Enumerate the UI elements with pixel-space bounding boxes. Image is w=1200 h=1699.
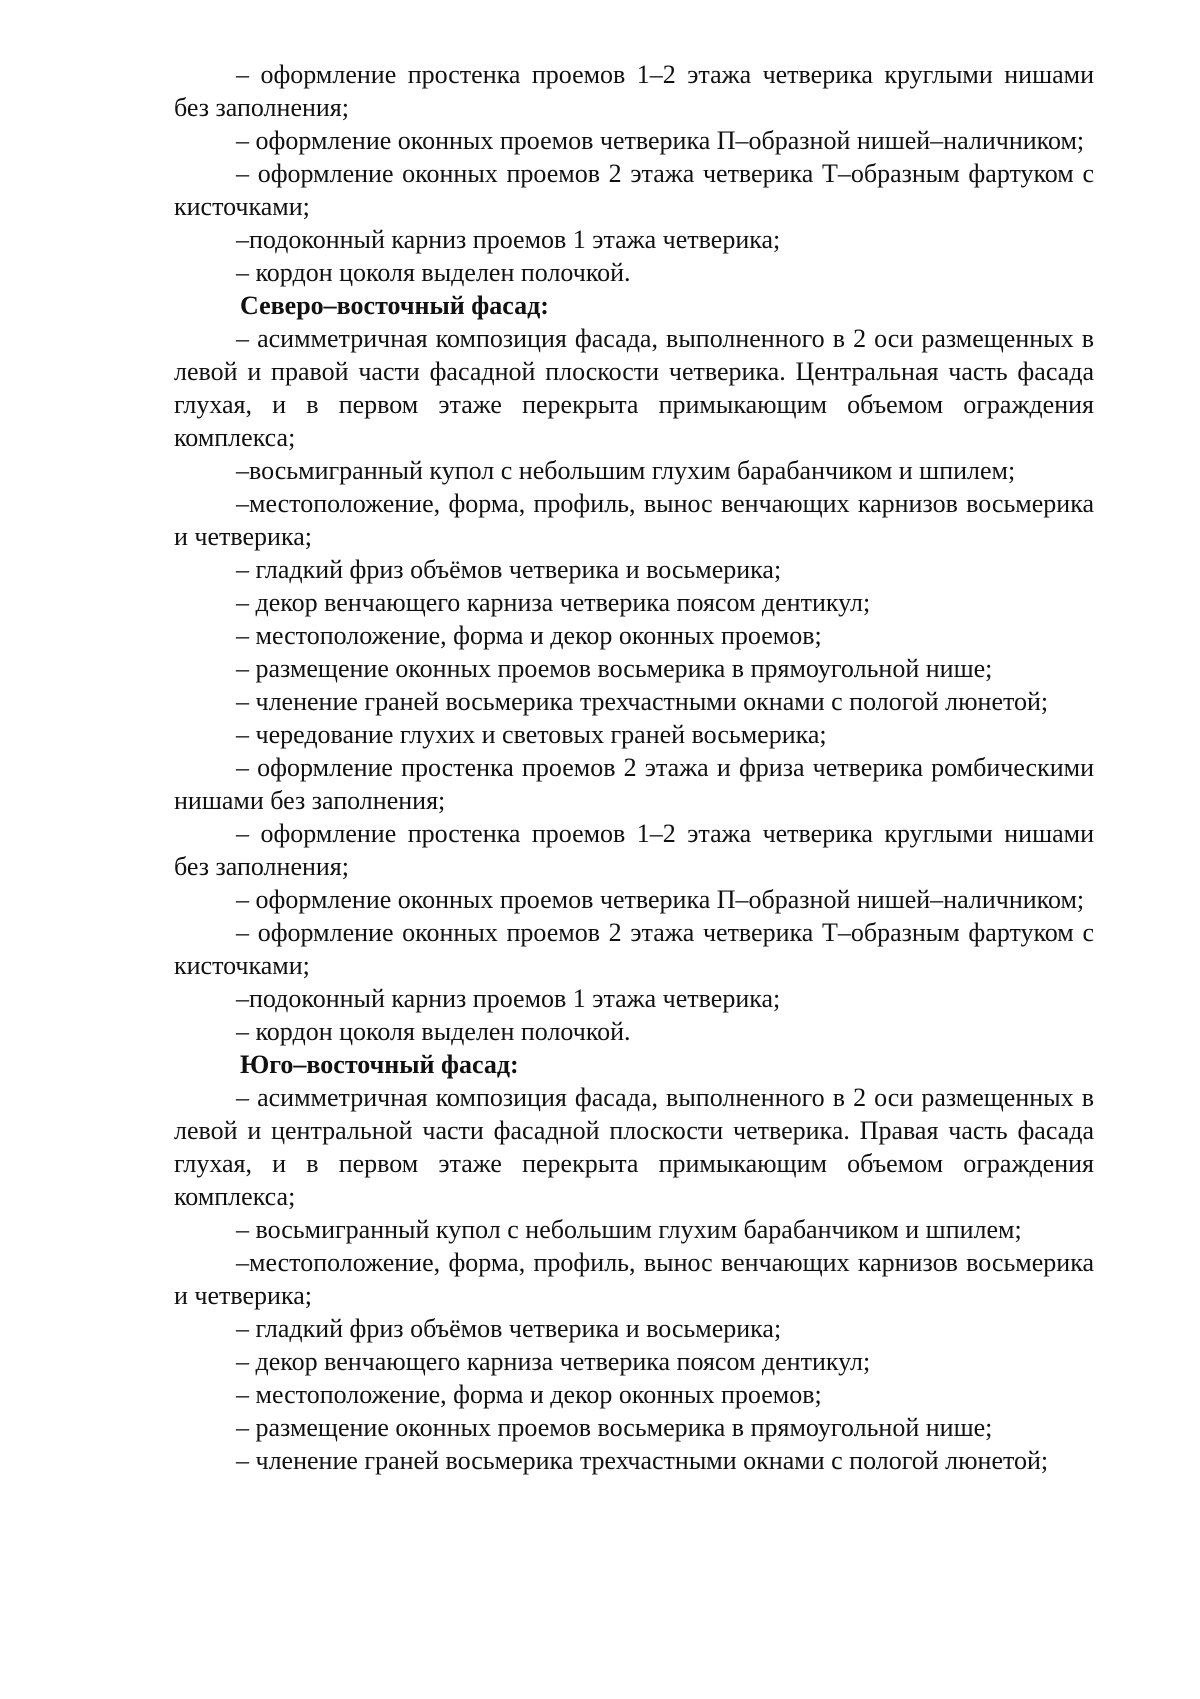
list-item: – восьмигранный купол с небольшим глухим барабанчиком и шпилем; bbox=[236, 1215, 1022, 1244]
list-item: – оформление простенка проемов 2 этажа и фриза четверика ромбическими нишами без заполнения; bbox=[174, 753, 1094, 815]
section-heading-southeast-facade: Юго–восточный фасад: bbox=[240, 1050, 519, 1079]
list-item: – местоположение, форма и декор оконных проемов; bbox=[236, 1380, 822, 1409]
list-item: –местоположение, форма, профиль, вынос венчающих карнизов восьмерика и четверика; bbox=[174, 1248, 1094, 1310]
list-item: – асимметричная композиция фасада, выполненного в 2 оси размещенных в левой и правой части фасадной плоскости четверика. Центральная часть фасада глухая, и в первом этаже перекрыта примыкающим объемом ограждения комплекса; bbox=[174, 324, 1094, 452]
list-item: – гладкий фриз объёмов четверика и восьмерика; bbox=[236, 555, 782, 584]
list-item: – кордон цоколя выделен полочкой. bbox=[236, 258, 631, 287]
document-body bbox=[174, 58, 1094, 1477]
list-item: –восьмигранный купол с небольшим глухим барабанчиком и шпилем; bbox=[236, 456, 1016, 485]
list-item: –местоположение, форма, профиль, вынос венчающих карнизов восьмерика и четверика; bbox=[174, 489, 1094, 551]
list-item: – декор венчающего карниза четверика поясом дентикул; bbox=[236, 588, 871, 617]
list-item: – размещение оконных проемов восьмерика в прямоугольной нише; bbox=[236, 654, 993, 683]
list-item: – местоположение, форма и декор оконных проемов; bbox=[236, 621, 822, 650]
list-item: – чередование глухих и световых граней восьмерика; bbox=[236, 720, 827, 749]
list-item: – членение граней восьмерика трехчастными окнами с пологой люнетой; bbox=[236, 687, 1049, 716]
list-item: – оформление оконных проемов 2 этажа четверика Т–образным фартуком с кисточками; bbox=[174, 918, 1094, 980]
list-item: – асимметричная композиция фасада, выполненного в 2 оси размещенных в левой и центральной части фасадной плоскости четверика. Правая часть фасада глухая, и в первом этаже перекрыта примыкающим объемом ограждения комплекса; bbox=[174, 1083, 1094, 1211]
list-item: – декор венчающего карниза четверика поясом дентикул; bbox=[236, 1347, 871, 1376]
list-item: – размещение оконных проемов восьмерика в прямоугольной нише; bbox=[236, 1413, 993, 1442]
list-item: – оформление оконных проемов четверика П–образной нишей–наличником; bbox=[236, 885, 1085, 914]
list-item: – кордон цоколя выделен полочкой. bbox=[236, 1017, 631, 1046]
list-item: – оформление оконных проемов четверика П–образной нишей–наличником; bbox=[236, 126, 1085, 155]
section-heading-northeast-facade: Северо–восточный фасад: bbox=[240, 291, 549, 320]
list-item: – членение граней восьмерика трехчастными окнами с пологой люнетой; bbox=[236, 1446, 1049, 1475]
list-item: – гладкий фриз объёмов четверика и восьмерика; bbox=[236, 1314, 782, 1343]
list-item: – оформление простенка проемов 1–2 этажа четверика круглыми нишами без заполнения; bbox=[174, 60, 1094, 122]
list-item: – оформление простенка проемов 1–2 этажа четверика круглыми нишами без заполнения; bbox=[174, 819, 1094, 881]
list-item: –подоконный карниз проемов 1 этажа четверика; bbox=[236, 225, 781, 254]
list-item: – оформление оконных проемов 2 этажа четверика Т–образным фартуком с кисточками; bbox=[174, 159, 1094, 221]
list-item: –подоконный карниз проемов 1 этажа четверика; bbox=[236, 984, 781, 1013]
